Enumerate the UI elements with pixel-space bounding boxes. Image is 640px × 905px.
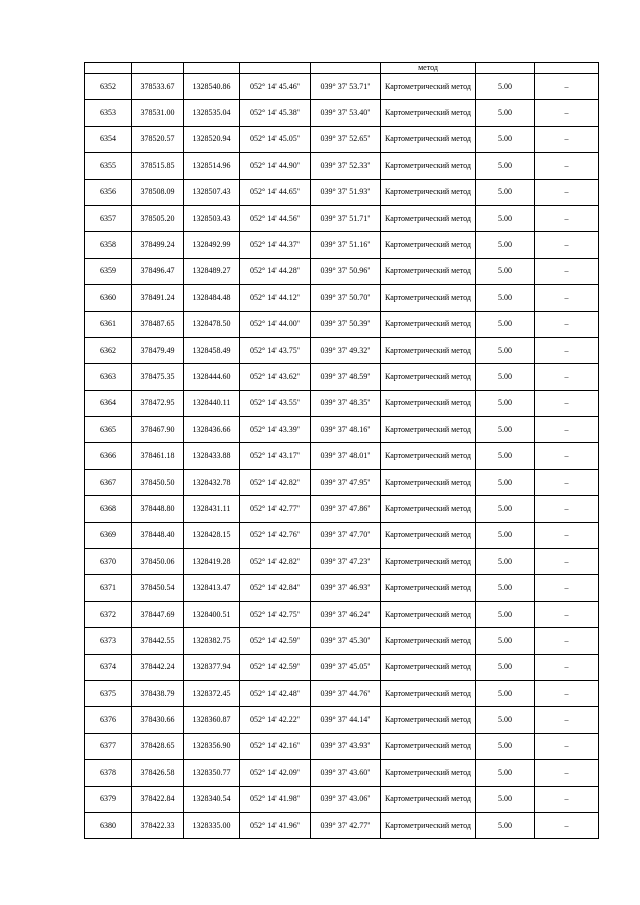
- table-row: [85, 311, 599, 337]
- note-cell: –: [535, 364, 599, 390]
- longitude-cell: 039° 37' 44.76": [311, 680, 381, 706]
- point-number-cell: 6354: [85, 126, 132, 152]
- y-coordinate-cell: 1328507.43: [184, 179, 240, 205]
- y-coordinate-cell: 1328431.11: [184, 496, 240, 522]
- table-row: [85, 760, 599, 786]
- table-row: [85, 364, 599, 390]
- accuracy-cell: 5.00: [476, 575, 535, 601]
- method-cell: Картометрический метод: [381, 549, 476, 575]
- method-cell: Картометрический метод: [381, 390, 476, 416]
- note-cell: –: [535, 549, 599, 575]
- latitude-cell: 052° 14' 42.59": [240, 654, 311, 680]
- point-number-cell: 6366: [85, 443, 132, 469]
- y-coordinate-cell: 1328382.75: [184, 628, 240, 654]
- table-row: [85, 680, 599, 706]
- table-row: [85, 707, 599, 733]
- x-coordinate-cell: 378447.69: [132, 601, 184, 627]
- point-number-cell: [85, 63, 132, 74]
- table-row: [85, 179, 599, 205]
- y-coordinate-cell: 1328432.78: [184, 469, 240, 495]
- latitude-cell: 052° 14' 43.62": [240, 364, 311, 390]
- method-cell: Картометрический метод: [381, 364, 476, 390]
- x-coordinate-cell: 378461.18: [132, 443, 184, 469]
- note-cell: –: [535, 417, 599, 443]
- longitude-cell: 039° 37' 50.96": [311, 258, 381, 284]
- accuracy-cell: [476, 63, 535, 74]
- point-number-cell: 6362: [85, 337, 132, 363]
- x-coordinate-cell: 378467.90: [132, 417, 184, 443]
- point-number-cell: 6374: [85, 654, 132, 680]
- accuracy-cell: 5.00: [476, 786, 535, 812]
- latitude-cell: 052° 14' 44.37": [240, 232, 311, 258]
- point-number-cell: 6376: [85, 707, 132, 733]
- point-number-cell: 6365: [85, 417, 132, 443]
- longitude-cell: 039° 37' 43.06": [311, 786, 381, 812]
- note-cell: [535, 63, 599, 74]
- x-coordinate-cell: 378448.40: [132, 522, 184, 548]
- accuracy-cell: 5.00: [476, 232, 535, 258]
- table-row: [85, 786, 599, 812]
- x-coordinate-cell: 378448.80: [132, 496, 184, 522]
- point-number-cell: 6355: [85, 153, 132, 179]
- y-coordinate-cell: 1328419.28: [184, 549, 240, 575]
- table-row: [85, 812, 599, 838]
- point-number-cell: 6353: [85, 100, 132, 126]
- x-coordinate-cell: 378475.35: [132, 364, 184, 390]
- accuracy-cell: 5.00: [476, 364, 535, 390]
- latitude-cell: 052° 14' 44.56": [240, 205, 311, 231]
- note-cell: –: [535, 100, 599, 126]
- point-number-cell: 6358: [85, 232, 132, 258]
- point-number-cell: 6377: [85, 733, 132, 759]
- x-coordinate-cell: 378533.67: [132, 74, 184, 100]
- longitude-cell: 039° 37' 50.39": [311, 311, 381, 337]
- y-coordinate-cell: 1328335.00: [184, 812, 240, 838]
- accuracy-cell: 5.00: [476, 654, 535, 680]
- x-coordinate-cell: 378496.47: [132, 258, 184, 284]
- x-coordinate-cell: 378442.55: [132, 628, 184, 654]
- x-coordinate-cell: 378422.33: [132, 812, 184, 838]
- method-cell: Картометрический метод: [381, 311, 476, 337]
- note-cell: –: [535, 680, 599, 706]
- x-coordinate-cell: 378438.79: [132, 680, 184, 706]
- y-coordinate-cell: 1328372.45: [184, 680, 240, 706]
- note-cell: –: [535, 179, 599, 205]
- note-cell: –: [535, 232, 599, 258]
- point-number-cell: 6371: [85, 575, 132, 601]
- longitude-cell: 039° 37' 46.93": [311, 575, 381, 601]
- longitude-cell: 039° 37' 45.30": [311, 628, 381, 654]
- x-coordinate-cell: 378422.84: [132, 786, 184, 812]
- y-coordinate-cell: 1328535.04: [184, 100, 240, 126]
- y-coordinate-cell: 1328478.50: [184, 311, 240, 337]
- point-number-cell: 6359: [85, 258, 132, 284]
- accuracy-cell: 5.00: [476, 153, 535, 179]
- table-row: [85, 469, 599, 495]
- latitude-cell: 052° 14' 42.75": [240, 601, 311, 627]
- longitude-cell: [311, 63, 381, 74]
- note-cell: –: [535, 337, 599, 363]
- longitude-cell: 039° 37' 51.16": [311, 232, 381, 258]
- accuracy-cell: 5.00: [476, 205, 535, 231]
- table-row: [85, 417, 599, 443]
- note-cell: –: [535, 311, 599, 337]
- y-coordinate-cell: 1328484.48: [184, 285, 240, 311]
- x-coordinate-cell: 378450.06: [132, 549, 184, 575]
- table-row: [85, 205, 599, 231]
- latitude-cell: [240, 63, 311, 74]
- table-row: [85, 628, 599, 654]
- longitude-cell: 039° 37' 53.40": [311, 100, 381, 126]
- y-coordinate-cell: 1328440.11: [184, 390, 240, 416]
- accuracy-cell: 5.00: [476, 417, 535, 443]
- note-cell: –: [535, 575, 599, 601]
- method-cell: Картометрический метод: [381, 153, 476, 179]
- note-cell: –: [535, 126, 599, 152]
- note-cell: –: [535, 786, 599, 812]
- method-cell: Картометрический метод: [381, 179, 476, 205]
- table-row: [85, 153, 599, 179]
- coordinates-table: [84, 62, 599, 839]
- latitude-cell: 052° 14' 45.05": [240, 126, 311, 152]
- longitude-cell: 039° 37' 53.71": [311, 74, 381, 100]
- table-row: [85, 126, 599, 152]
- point-number-cell: 6352: [85, 74, 132, 100]
- accuracy-cell: 5.00: [476, 126, 535, 152]
- latitude-cell: 052° 14' 44.00": [240, 311, 311, 337]
- table-row: [85, 390, 599, 416]
- latitude-cell: 052° 14' 43.39": [240, 417, 311, 443]
- table-row: [85, 496, 599, 522]
- method-cell: Картометрический метод: [381, 205, 476, 231]
- longitude-cell: 039° 37' 45.05": [311, 654, 381, 680]
- latitude-cell: 052° 14' 42.09": [240, 760, 311, 786]
- latitude-cell: 052° 14' 43.55": [240, 390, 311, 416]
- table-row: [85, 654, 599, 680]
- x-coordinate-cell: 378430.66: [132, 707, 184, 733]
- method-cell: Картометрический метод: [381, 786, 476, 812]
- latitude-cell: 052° 14' 42.22": [240, 707, 311, 733]
- longitude-cell: 039° 37' 48.35": [311, 390, 381, 416]
- note-cell: –: [535, 601, 599, 627]
- accuracy-cell: 5.00: [476, 100, 535, 126]
- table-row: [85, 74, 599, 100]
- accuracy-cell: 5.00: [476, 760, 535, 786]
- table-row: [85, 443, 599, 469]
- y-coordinate-cell: 1328514.96: [184, 153, 240, 179]
- method-cell: Картометрический метод: [381, 628, 476, 654]
- y-coordinate-cell: 1328492.99: [184, 232, 240, 258]
- latitude-cell: 052° 14' 41.96": [240, 812, 311, 838]
- note-cell: –: [535, 390, 599, 416]
- point-number-cell: 6379: [85, 786, 132, 812]
- x-coordinate-cell: 378472.95: [132, 390, 184, 416]
- point-number-cell: 6357: [85, 205, 132, 231]
- y-coordinate-cell: 1328377.94: [184, 654, 240, 680]
- note-cell: –: [535, 469, 599, 495]
- accuracy-cell: 5.00: [476, 707, 535, 733]
- y-coordinate-cell: 1328436.66: [184, 417, 240, 443]
- table-row: [85, 285, 599, 311]
- x-coordinate-cell: 378505.20: [132, 205, 184, 231]
- accuracy-cell: 5.00: [476, 549, 535, 575]
- y-coordinate-cell: 1328340.54: [184, 786, 240, 812]
- y-coordinate-cell: 1328444.60: [184, 364, 240, 390]
- y-coordinate-cell: 1328356.90: [184, 733, 240, 759]
- longitude-cell: 039° 37' 47.95": [311, 469, 381, 495]
- method-cell: Картометрический метод: [381, 654, 476, 680]
- accuracy-cell: 5.00: [476, 258, 535, 284]
- longitude-cell: 039° 37' 47.86": [311, 496, 381, 522]
- accuracy-cell: 5.00: [476, 522, 535, 548]
- method-cell: Картометрический метод: [381, 575, 476, 601]
- method-cell: Картометрический метод: [381, 680, 476, 706]
- longitude-cell: 039° 37' 48.16": [311, 417, 381, 443]
- latitude-cell: 052° 14' 45.38": [240, 100, 311, 126]
- longitude-cell: 039° 37' 52.33": [311, 153, 381, 179]
- point-number-cell: 6375: [85, 680, 132, 706]
- x-coordinate-cell: 378531.00: [132, 100, 184, 126]
- latitude-cell: 052° 14' 42.82": [240, 469, 311, 495]
- accuracy-cell: 5.00: [476, 337, 535, 363]
- x-coordinate-cell: [132, 63, 184, 74]
- latitude-cell: 052° 14' 44.28": [240, 258, 311, 284]
- method-cell: Картометрический метод: [381, 522, 476, 548]
- method-cell: Картометрический метод: [381, 733, 476, 759]
- accuracy-cell: 5.00: [476, 390, 535, 416]
- latitude-cell: 052° 14' 41.98": [240, 786, 311, 812]
- latitude-cell: 052° 14' 42.16": [240, 733, 311, 759]
- note-cell: –: [535, 733, 599, 759]
- note-cell: –: [535, 74, 599, 100]
- table-row: [85, 232, 599, 258]
- point-number-cell: 6373: [85, 628, 132, 654]
- table-row: [85, 522, 599, 548]
- y-coordinate-cell: 1328428.15: [184, 522, 240, 548]
- longitude-cell: 039° 37' 48.59": [311, 364, 381, 390]
- accuracy-cell: 5.00: [476, 74, 535, 100]
- method-cell: Картометрический метод: [381, 285, 476, 311]
- x-coordinate-cell: 378428.65: [132, 733, 184, 759]
- latitude-cell: 052° 14' 42.59": [240, 628, 311, 654]
- x-coordinate-cell: 378487.65: [132, 311, 184, 337]
- note-cell: –: [535, 812, 599, 838]
- point-number-cell: 6361: [85, 311, 132, 337]
- longitude-cell: 039° 37' 47.70": [311, 522, 381, 548]
- point-number-cell: 6372: [85, 601, 132, 627]
- note-cell: –: [535, 443, 599, 469]
- latitude-cell: 052° 14' 44.90": [240, 153, 311, 179]
- table-row: [85, 549, 599, 575]
- table-row: [85, 575, 599, 601]
- y-coordinate-cell: 1328350.77: [184, 760, 240, 786]
- x-coordinate-cell: 378450.54: [132, 575, 184, 601]
- longitude-cell: 039° 37' 43.60": [311, 760, 381, 786]
- y-coordinate-cell: 1328400.51: [184, 601, 240, 627]
- accuracy-cell: 5.00: [476, 496, 535, 522]
- longitude-cell: 039° 37' 52.65": [311, 126, 381, 152]
- latitude-cell: 052° 14' 45.46": [240, 74, 311, 100]
- point-number-cell: 6363: [85, 364, 132, 390]
- x-coordinate-cell: 378450.50: [132, 469, 184, 495]
- point-number-cell: 6367: [85, 469, 132, 495]
- table-row: [85, 733, 599, 759]
- latitude-cell: 052° 14' 44.65": [240, 179, 311, 205]
- accuracy-cell: 5.00: [476, 680, 535, 706]
- x-coordinate-cell: 378442.24: [132, 654, 184, 680]
- y-coordinate-cell: 1328540.86: [184, 74, 240, 100]
- method-cell: Картометрический метод: [381, 760, 476, 786]
- table-row: [85, 100, 599, 126]
- x-coordinate-cell: 378426.58: [132, 760, 184, 786]
- latitude-cell: 052° 14' 42.76": [240, 522, 311, 548]
- x-coordinate-cell: 378520.57: [132, 126, 184, 152]
- latitude-cell: 052° 14' 42.48": [240, 680, 311, 706]
- y-coordinate-cell: 1328360.87: [184, 707, 240, 733]
- method-cell: Картометрический метод: [381, 443, 476, 469]
- method-cell: Картометрический метод: [381, 601, 476, 627]
- accuracy-cell: 5.00: [476, 285, 535, 311]
- y-coordinate-cell: 1328433.88: [184, 443, 240, 469]
- longitude-cell: 039° 37' 51.71": [311, 205, 381, 231]
- accuracy-cell: 5.00: [476, 628, 535, 654]
- longitude-cell: 039° 37' 43.93": [311, 733, 381, 759]
- method-cell: Картометрический метод: [381, 707, 476, 733]
- accuracy-cell: 5.00: [476, 812, 535, 838]
- note-cell: –: [535, 522, 599, 548]
- accuracy-cell: 5.00: [476, 179, 535, 205]
- accuracy-cell: 5.00: [476, 601, 535, 627]
- point-number-cell: 6368: [85, 496, 132, 522]
- method-cell: Картометрический метод: [381, 232, 476, 258]
- point-number-cell: 6356: [85, 179, 132, 205]
- note-cell: –: [535, 628, 599, 654]
- x-coordinate-cell: 378479.49: [132, 337, 184, 363]
- method-cell: Картометрический метод: [381, 812, 476, 838]
- note-cell: –: [535, 285, 599, 311]
- y-coordinate-cell: [184, 63, 240, 74]
- table-row: [85, 337, 599, 363]
- longitude-cell: 039° 37' 42.77": [311, 812, 381, 838]
- latitude-cell: 052° 14' 42.77": [240, 496, 311, 522]
- latitude-cell: 052° 14' 44.12": [240, 285, 311, 311]
- note-cell: –: [535, 205, 599, 231]
- longitude-cell: 039° 37' 48.01": [311, 443, 381, 469]
- y-coordinate-cell: 1328413.47: [184, 575, 240, 601]
- method-cell: Картометрический метод: [381, 337, 476, 363]
- longitude-cell: 039° 37' 50.70": [311, 285, 381, 311]
- table-row: [85, 601, 599, 627]
- x-coordinate-cell: 378515.85: [132, 153, 184, 179]
- point-number-cell: 6364: [85, 390, 132, 416]
- x-coordinate-cell: 378508.09: [132, 179, 184, 205]
- accuracy-cell: 5.00: [476, 443, 535, 469]
- point-number-cell: 6360: [85, 285, 132, 311]
- y-coordinate-cell: 1328458.49: [184, 337, 240, 363]
- method-cell: Картометрический метод: [381, 417, 476, 443]
- accuracy-cell: 5.00: [476, 469, 535, 495]
- y-coordinate-cell: 1328503.43: [184, 205, 240, 231]
- longitude-cell: 039° 37' 47.23": [311, 549, 381, 575]
- latitude-cell: 052° 14' 42.82": [240, 549, 311, 575]
- longitude-cell: 039° 37' 46.24": [311, 601, 381, 627]
- method-cell: Картометрический метод: [381, 258, 476, 284]
- point-number-cell: 6370: [85, 549, 132, 575]
- longitude-cell: 039° 37' 44.14": [311, 707, 381, 733]
- point-number-cell: 6378: [85, 760, 132, 786]
- note-cell: –: [535, 654, 599, 680]
- table-row: [85, 258, 599, 284]
- method-cell: Картометрический метод: [381, 469, 476, 495]
- y-coordinate-cell: 1328520.94: [184, 126, 240, 152]
- note-cell: –: [535, 707, 599, 733]
- x-coordinate-cell: 378491.24: [132, 285, 184, 311]
- table-row-continuation: [85, 63, 599, 74]
- accuracy-cell: 5.00: [476, 311, 535, 337]
- method-cell: метод: [381, 63, 476, 74]
- method-cell: Картометрический метод: [381, 496, 476, 522]
- note-cell: –: [535, 496, 599, 522]
- latitude-cell: 052° 14' 43.17": [240, 443, 311, 469]
- method-cell: Картометрический метод: [381, 126, 476, 152]
- longitude-cell: 039° 37' 49.32": [311, 337, 381, 363]
- method-cell: Картометрический метод: [381, 100, 476, 126]
- note-cell: –: [535, 760, 599, 786]
- note-cell: –: [535, 153, 599, 179]
- method-cell: Картометрический метод: [381, 74, 476, 100]
- point-number-cell: 6380: [85, 812, 132, 838]
- y-coordinate-cell: 1328489.27: [184, 258, 240, 284]
- x-coordinate-cell: 378499.24: [132, 232, 184, 258]
- point-number-cell: 6369: [85, 522, 132, 548]
- longitude-cell: 039° 37' 51.93": [311, 179, 381, 205]
- accuracy-cell: 5.00: [476, 733, 535, 759]
- latitude-cell: 052° 14' 42.84": [240, 575, 311, 601]
- note-cell: –: [535, 258, 599, 284]
- latitude-cell: 052° 14' 43.75": [240, 337, 311, 363]
